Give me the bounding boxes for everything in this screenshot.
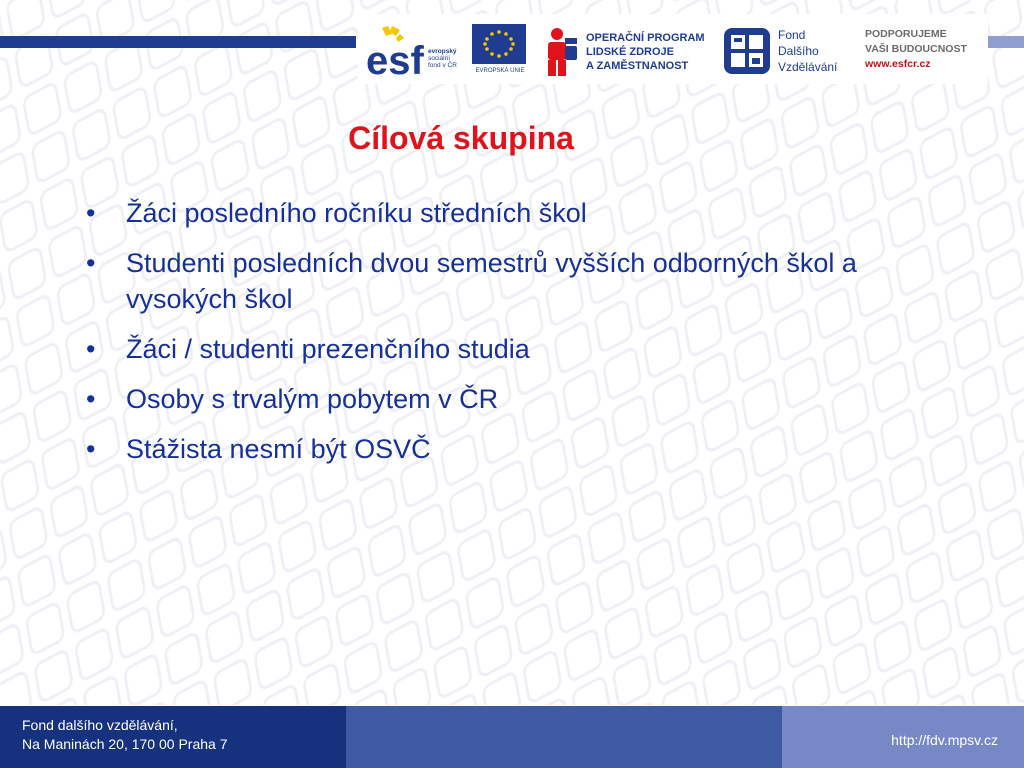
footer-address-line1: Fond dalšího vzdělávání,	[22, 717, 178, 733]
footer-panel-middle	[346, 706, 782, 768]
fdv-name	[778, 27, 858, 75]
header-stripe-left	[0, 36, 356, 48]
support-line2: VAŠI BUDOUCNOST	[865, 43, 967, 55]
bullet-text: Žáci posledního ročníku středních škol	[126, 198, 587, 228]
bullet-glyph: •	[86, 384, 96, 414]
bullet-glyph: •	[86, 248, 96, 278]
bullet-item	[86, 245, 966, 317]
bullet-text: Žáci / studenti prezenčního studia	[126, 334, 530, 364]
bullet-text: Stážista nesmí být OSVČ	[126, 434, 431, 464]
eu-caption: EVROPSKÁ UNIE	[475, 68, 525, 74]
bullet-list	[86, 195, 966, 481]
esf-line3: fond v ČR	[428, 62, 457, 69]
esf-caption	[428, 48, 470, 69]
footer-address-line2: Na Maninách 20, 170 00 Praha 7	[22, 736, 228, 752]
op-line3: A ZAMĚSTNANOST	[586, 60, 689, 72]
op-program-text	[586, 31, 726, 73]
bullet-item	[86, 331, 966, 367]
slide-title: Cílová skupina	[348, 120, 574, 156]
bullet-item	[86, 381, 966, 417]
support-line1: PODPORUJEME	[865, 28, 947, 40]
esf-line2: sociální	[428, 55, 451, 62]
bullet-item	[86, 195, 966, 231]
op-lzz-logo-icon	[545, 26, 581, 78]
esf-letters: esf	[366, 39, 424, 80]
esf-line1: evropský	[428, 48, 457, 55]
bullet-glyph: •	[86, 334, 96, 364]
fdv-line3: Vzdělávání	[778, 60, 838, 74]
footer-address	[22, 716, 342, 754]
bullet-item	[86, 431, 966, 467]
bullet-text: Osoby s trvalým pobytem v ČR	[126, 384, 499, 414]
bullet-glyph: •	[86, 434, 96, 464]
op-line2: LIDSKÉ ZDROJE	[586, 46, 675, 58]
fdv-logo-icon	[722, 26, 772, 76]
fdv-line1: Fond	[778, 28, 806, 42]
support-url: www.esfcr.cz	[865, 58, 931, 70]
bullet-text: Studenti posledních dvou semestrů vyšších odborných škol a vysokých škol	[126, 248, 857, 314]
support-slogan	[865, 27, 990, 72]
header-stripe-right	[988, 36, 1024, 48]
bullet-glyph: •	[86, 198, 96, 228]
fdv-line2: Dalšího	[778, 44, 819, 58]
footer-url-link[interactable]: http://fdv.mpsv.cz	[891, 732, 998, 748]
op-line1: OPERAČNÍ PROGRAM	[586, 32, 705, 44]
